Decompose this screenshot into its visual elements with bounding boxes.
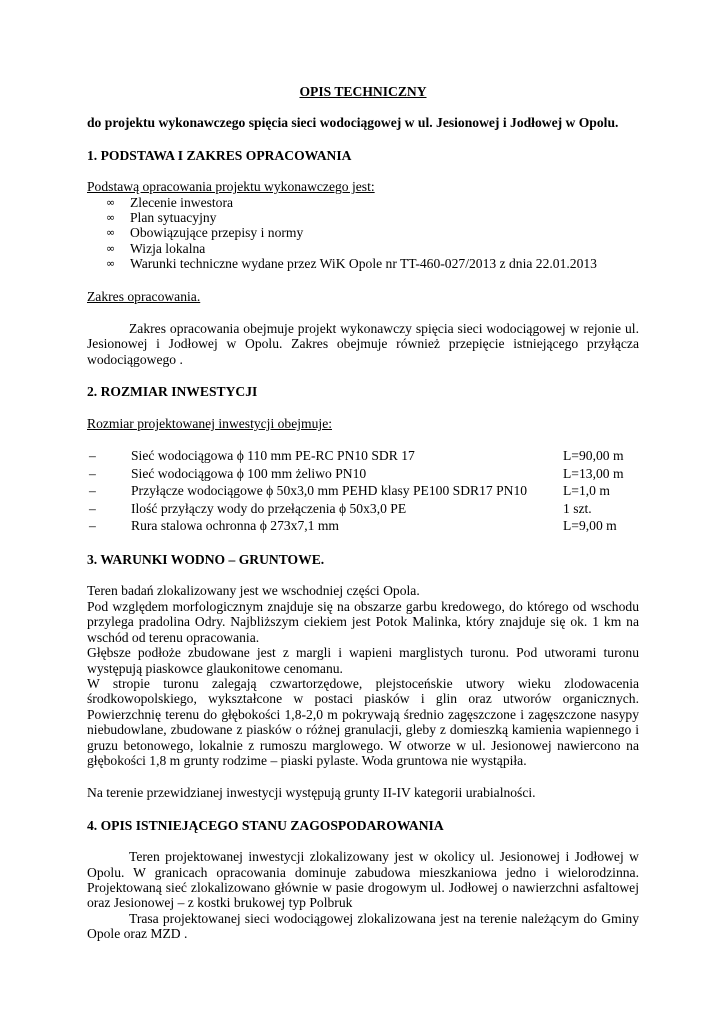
- paragraph: Teren badań zlokalizowany jest we wschodniej części Opola.: [87, 583, 420, 599]
- infinity-bullet-icon: ∞: [106, 211, 116, 225]
- infinity-bullet-icon: ∞: [106, 257, 116, 271]
- dash-bullet-icon: –: [89, 465, 96, 481]
- list-item: ∞ Plan sytuacyjny: [106, 210, 217, 226]
- infinity-bullet-icon: ∞: [106, 226, 116, 240]
- paragraph: Głębsze podłoże zbudowane jest z margli i wapieni marglistych turonu. Pod utworami turonu występują piaskowce glaukonitowe cenomanu.: [87, 645, 639, 676]
- scope-text: Zakres opracowania obejmuje projekt wykonawczy spięcia sieci wodociągowej w rejonie ul. Jesionowej i Jodłowej w Opolu. Zakres obejmuje również przepięcie istniejącego przyłącza wodociągowego .: [87, 321, 639, 367]
- paragraph: Teren projektowanej inwestycji zlokalizowany jest w okolicy ul. Jesionowej i Jodłowej w Opolu. W granicach opracowania dominuje zabudowa mieszkaniowa jedno i wielorodzinna. Projektowaną sieć zlokalizowano głównie w pasie drogowym ul. Jodłowej o nawierzchni asfaltowej oraz Jesionowej – z kostki brukowej typ Polbruk: [87, 849, 639, 911]
- list-item: – Rura stalowa ochronna ϕ 273x7,1 mm L=9,00 m: [87, 518, 639, 536]
- paragraph: Trasa projektowanej sieci wodociągowej zlokalizowana jest na terenie należącym do Gminy Opole oraz MZD .: [87, 910, 639, 942]
- infinity-bullet-icon: ∞: [106, 241, 116, 255]
- paragraph: W stropie turonu zalegają czwartorzędowe, plejstoceńskie utwory wieku zlodowacenia środkowopolskiego, wykształcone w postaci piasków i glin oraz utworów organicznych. Powierzchnię terenu do głębokości 1,8-2,0 m pokrywają średnio zagęszczone i zagęszczone nasypy niebudowlane, zbudowane z piasków o różnej granulacji, gleby z domieszką kamienia wapiennego i gruzu betonowego, lokalnie z rumoszu marglowego. W otworze w ul. Jesionowej nawiercono na głębokości 1,8 m grunty rodzime – piaski pylaste. Woda gruntowa nie wystąpiła.: [87, 675, 639, 768]
- dash-bullet-icon: –: [89, 448, 96, 464]
- list-item: ∞ Obowiązujące przepisy i normy: [106, 225, 304, 241]
- document-page: [87, 84, 639, 942]
- list-item: ∞ Wizja lokalna: [106, 240, 206, 256]
- list-item: ∞ Warunki techniczne wydane przez WiK Opole nr TT-460-027/2013 z dnia 22.01.2013: [106, 256, 597, 272]
- dash-bullet-icon: –: [89, 518, 96, 534]
- list-item: – Przyłącze wodociągowe ϕ 50x3,0 mm PEHD klasy PE100 SDR17 PN10 L=1,0 m: [87, 483, 639, 501]
- section4-heading: 4. OPIS ISTNIEJĄCEGO STANU ZAGOSPODAROWANIA: [87, 817, 444, 833]
- infinity-bullet-icon: ∞: [106, 195, 116, 209]
- list-item: – Ilość przyłączy wody do przełączenia ϕ 50x3,0 PE 1 szt.: [87, 501, 639, 519]
- investment-list: [87, 448, 639, 536]
- document-title: OPIS TECHNICZNY: [299, 84, 427, 99]
- investment-label: Rozmiar projektowanej inwestycji obejmuje:: [87, 415, 332, 431]
- section2-heading: 2. ROZMIAR INWESTYCJI: [87, 384, 258, 400]
- dash-bullet-icon: –: [89, 483, 96, 499]
- scope-label: Zakres opracowania.: [87, 288, 201, 304]
- list-item: – Sieć wodociągowa ϕ 110 mm PE-RC PN10 SDR 17 L=90,00 m: [87, 448, 639, 466]
- paragraph: Na terenie przewidzianej inwestycji występują grunty II-IV kategorii urabialności.: [87, 785, 536, 801]
- basis-list: [87, 195, 639, 272]
- section1-heading: 1. PODSTAWA I ZAKRES OPRACOWANIA: [87, 147, 352, 163]
- dash-bullet-icon: –: [89, 500, 96, 516]
- document-subtitle: do projektu wykonawczego spięcia sieci wodociągowej w ul. Jesionowej i Jodłowej w Opolu.: [87, 115, 619, 131]
- list-item: ∞ Zlecenie inwestora: [106, 194, 234, 210]
- basis-label: Podstawą opracowania projektu wykonawczego jest:: [87, 179, 375, 195]
- section3-heading: 3. WARUNKI WODNO – GRUNTOWE.: [87, 552, 325, 568]
- list-item: – Sieć wodociągowa ϕ 100 mm żeliwo PN10 L=13,00 m: [87, 466, 639, 484]
- paragraph: Pod względem morfologicznym znajduje się na obszarze garbu kredowego, do którego od wschodu przylega pradolina Odry. Najbliższym ciekiem jest Potok Malinka, który znajduje się ok. 1 km na wschód od terenu opracowania.: [87, 598, 639, 645]
